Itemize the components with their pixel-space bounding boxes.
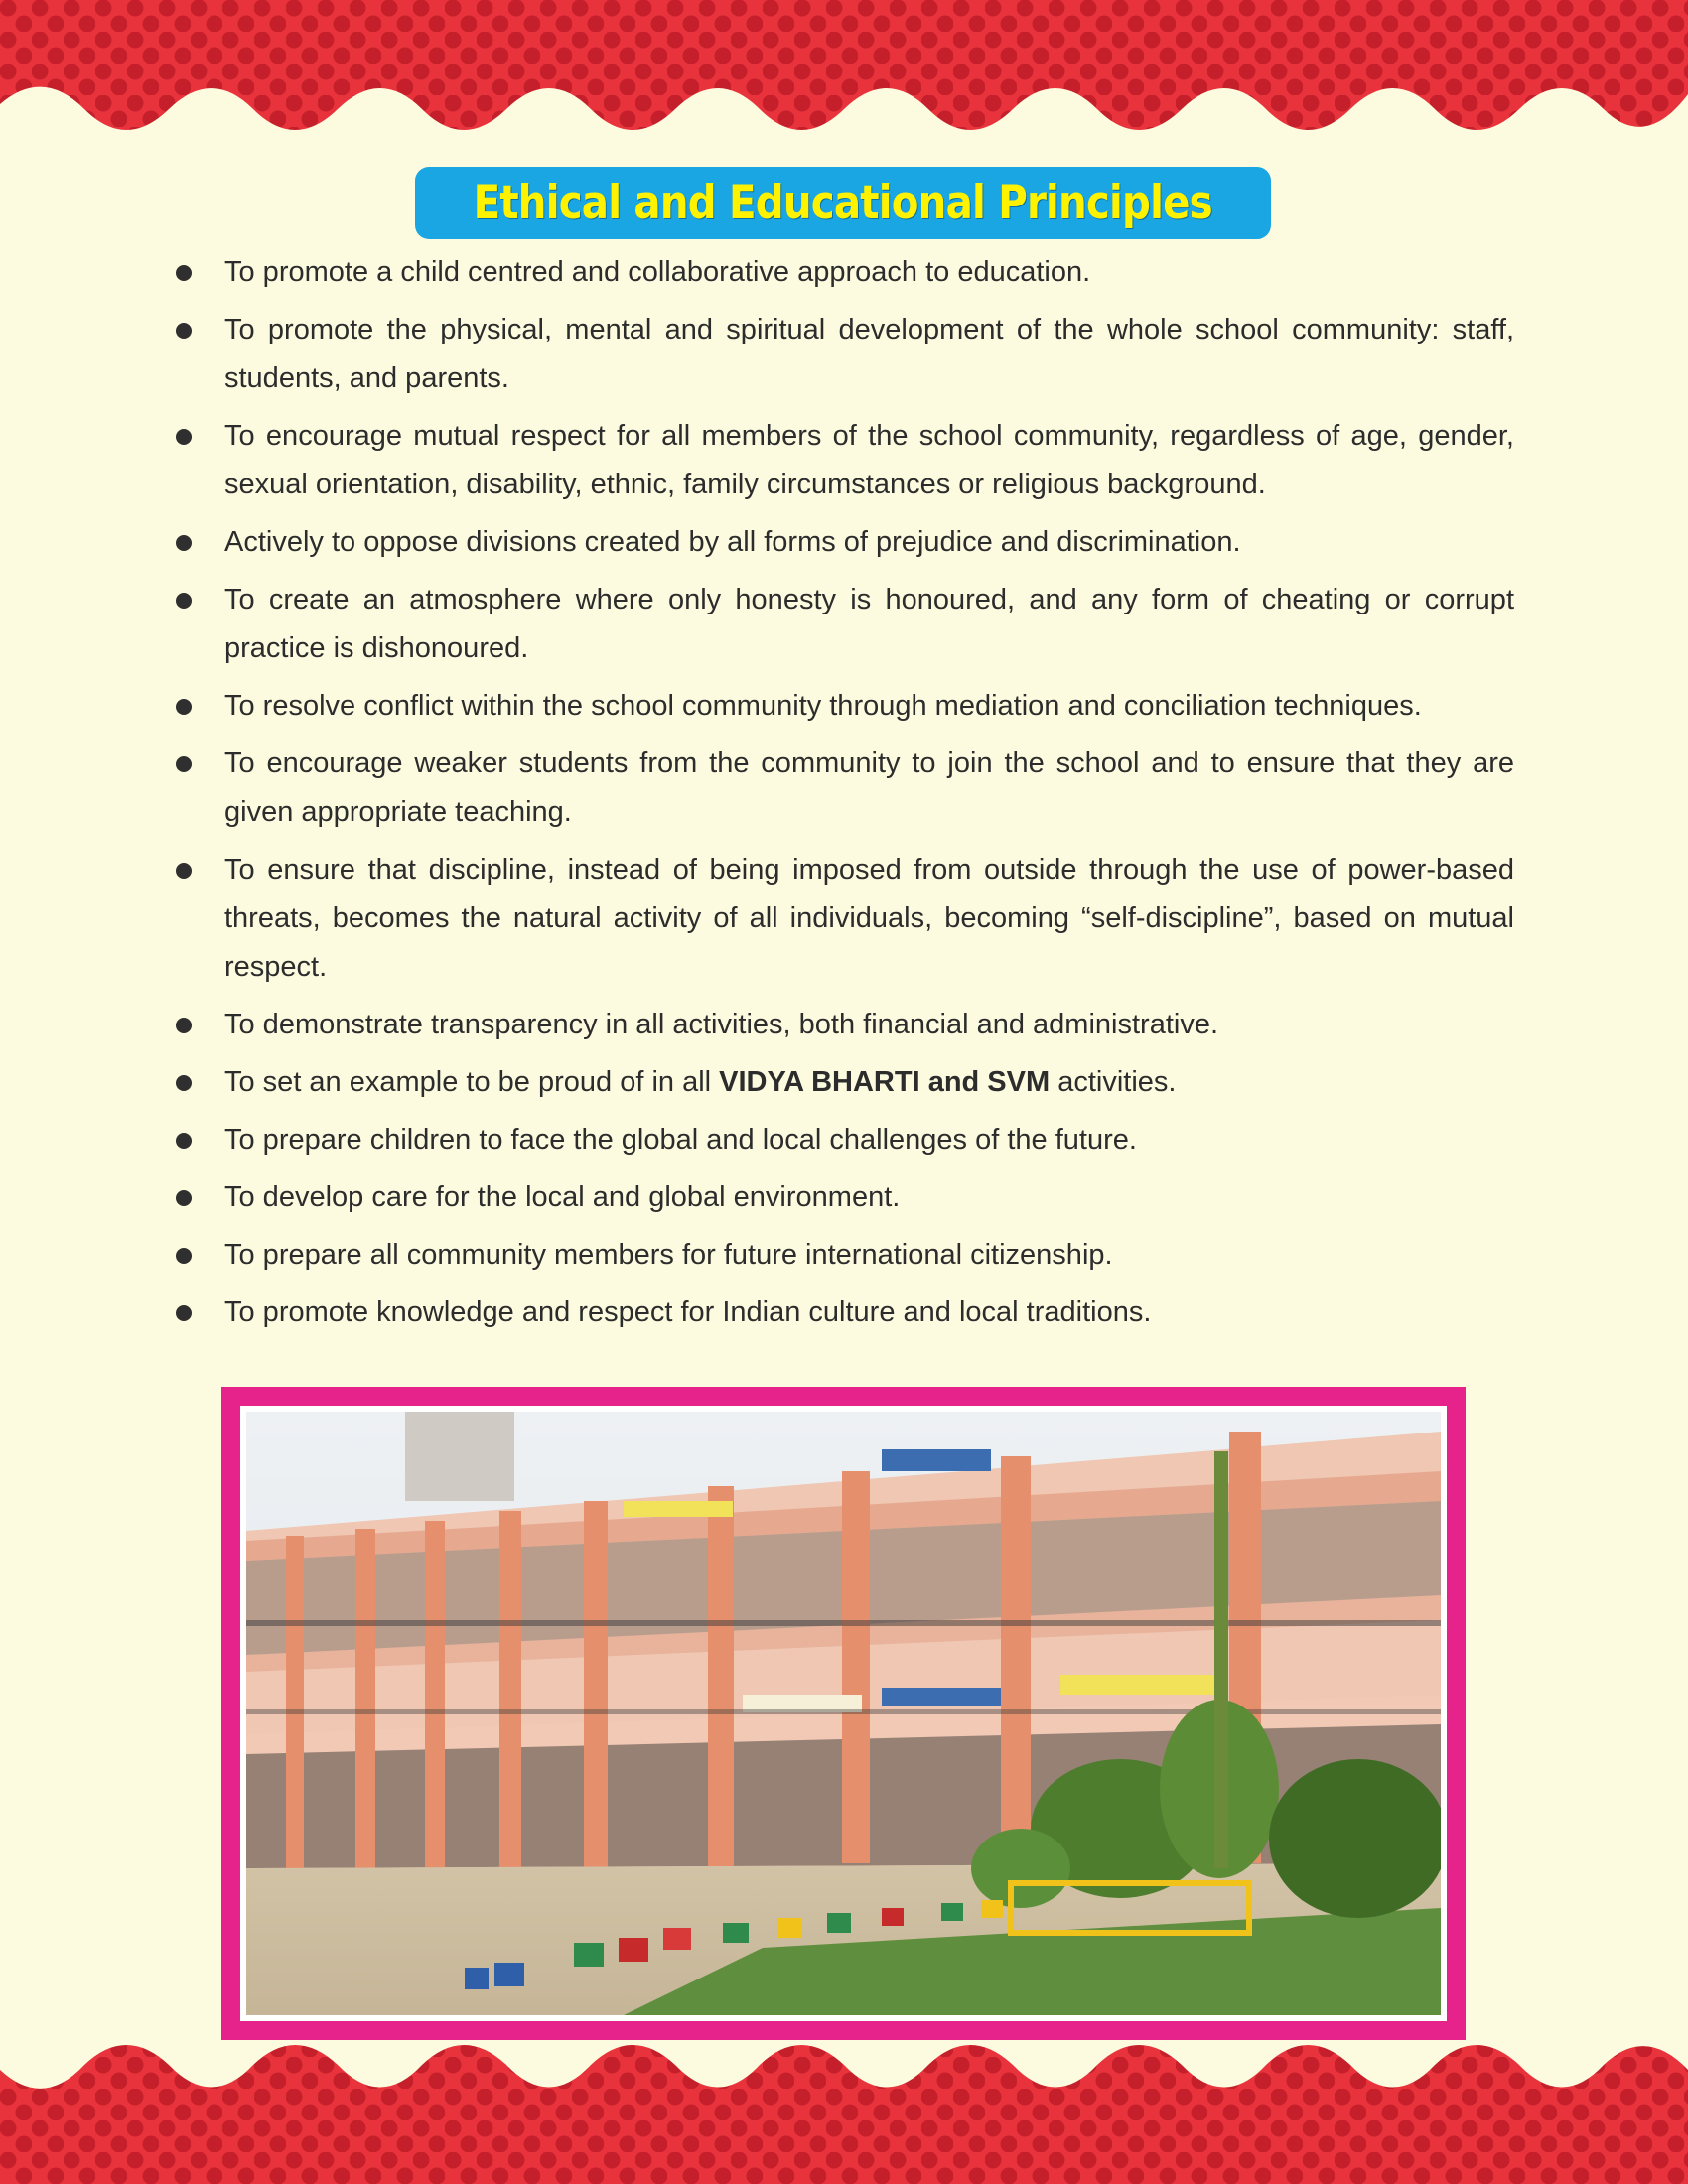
principles-list: [169, 248, 1514, 1346]
list-item: [169, 682, 1514, 731]
list-item: [169, 518, 1514, 567]
title-banner: [415, 167, 1271, 239]
school-building-photo: [246, 1412, 1441, 2015]
list-item-text: To develop care for the local and global environment.: [224, 1181, 901, 1213]
list-item-text: To demonstrate transparency in all activities, both financial and administrative.: [224, 1009, 1219, 1040]
list-item: [169, 740, 1514, 837]
list-item-text: To resolve conflict within the school community through mediation and conciliation techniques.: [224, 690, 1422, 722]
list-item-text: To promote the physical, mental and spiritual development of the whole school community: staff, students, and parents.: [224, 314, 1514, 394]
bullet-icon: [176, 429, 192, 445]
list-item: [169, 412, 1514, 509]
list-item: [169, 846, 1514, 992]
bullet-icon: [176, 756, 192, 772]
list-item-text: To promote knowledge and respect for Indian culture and local traditions.: [224, 1297, 1152, 1328]
list-item: [169, 576, 1514, 673]
bullet-icon: [176, 1133, 192, 1149]
list-item-text: To encourage mutual respect for all members of the school community, regardless of age, gender, sexual orientation, disability, ethnic, family circumstances or religious background.: [224, 420, 1514, 500]
bullet-icon: [176, 1018, 192, 1033]
bullet-icon: [176, 1075, 192, 1091]
bullet-icon: [176, 1190, 192, 1206]
list-item: [169, 1231, 1514, 1280]
page-title: Ethical and Educational Principles: [473, 176, 1213, 230]
list-item-text-end: activities.: [1050, 1066, 1177, 1098]
bullet-icon: [176, 535, 192, 551]
photo-mat: [240, 1406, 1447, 2021]
list-item: [169, 248, 1514, 297]
list-item-text: To promote a child centred and collaborative approach to education.: [224, 256, 1091, 288]
list-item-text: To set an example to be proud of in all: [224, 1066, 720, 1098]
list-item-text: To ensure that discipline, instead of being imposed from outside through the use of power-based threats, becomes the natural activity of all individuals, becoming “self-discipline”, based on mutual respect.: [224, 854, 1514, 983]
list-item: [169, 1289, 1514, 1337]
bottom-polka-dot-border: [0, 2025, 1688, 2184]
bullet-icon: [176, 593, 192, 609]
list-item-text: To create an atmosphere where only honesty is honoured, and any form of cheating or corrupt practice is dishonoured.: [224, 584, 1514, 664]
bullet-icon: [176, 1305, 192, 1321]
list-item-text: Actively to oppose divisions created by all forms of prejudice and discrimination.: [224, 526, 1241, 558]
bullet-icon: [176, 863, 192, 879]
list-item-text: To prepare children to face the global and local challenges of the future.: [224, 1124, 1137, 1156]
school-photo-frame: [221, 1387, 1466, 2040]
bullet-icon: [176, 1248, 192, 1264]
list-item: [169, 306, 1514, 403]
list-item: [169, 1116, 1514, 1164]
bullet-icon: [176, 323, 192, 339]
list-item-text: To prepare all community members for future international citizenship.: [224, 1239, 1113, 1271]
top-polka-dot-border: [0, 0, 1688, 159]
bullet-icon: [176, 265, 192, 281]
list-item: [169, 1058, 1514, 1107]
list-item: [169, 1001, 1514, 1049]
list-item-text: To encourage weaker students from the community to join the school and to ensure that they are given appropriate teaching.: [224, 748, 1514, 828]
list-item: [169, 1173, 1514, 1222]
bullet-icon: [176, 699, 192, 715]
org-name: VIDYA BHARTI and SVM: [719, 1066, 1051, 1098]
